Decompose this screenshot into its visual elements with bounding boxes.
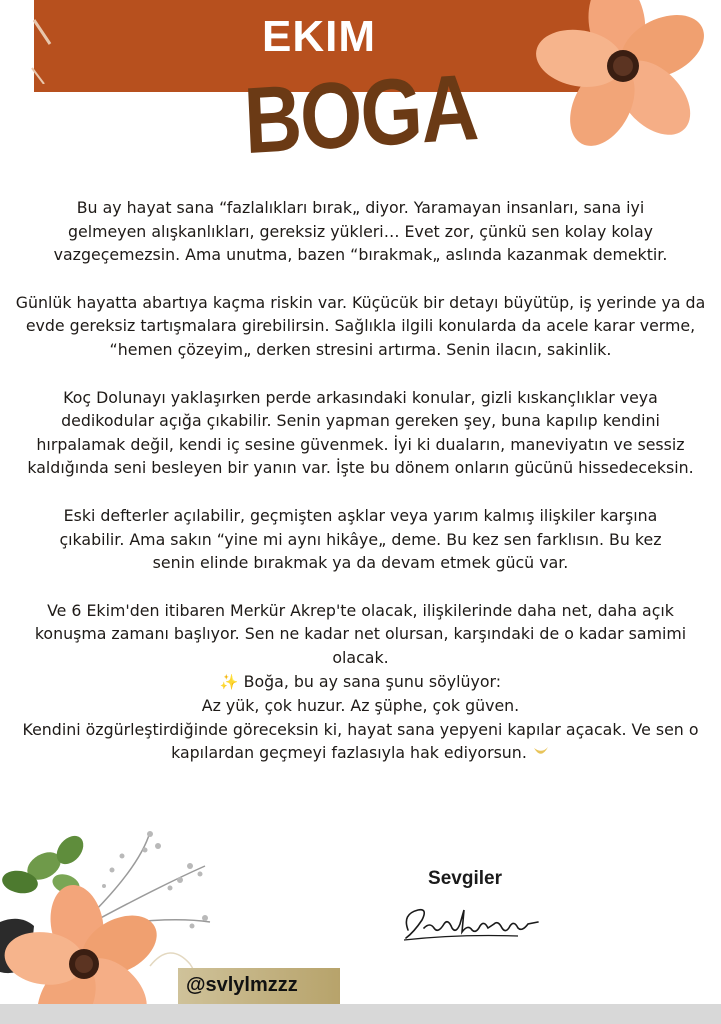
social-handle: @svlylmzzz bbox=[186, 974, 298, 996]
paragraph-2: Günlük hayatta abartıya kaçma riskin var. Küçücük bir detayı büyütüp, iş yerinde ya da evde gereksiz tartışmalara girebilirsin. Sağlıkla ilgili konularda da acele karar verme, “hemen çözeyim„ derken stresini artırma. Senin ilacın, sakinlik. bbox=[15, 292, 706, 359]
closing-2-line bbox=[0, 670, 721, 695]
month-title: EKIM bbox=[262, 12, 376, 61]
closing-1: Ve 6 Ekim'den itibaren Merkür Akrep'te olacak, ilişkilerinde daha net, daha açık konuşma zamanı başlıyor. Sen ne kadar net olursan, karşındaki de o kadar samimi olacak. bbox=[34, 600, 687, 667]
closing-3: Az yük, çok huzur. Az şüphe, çok güven. bbox=[201, 696, 520, 716]
paragraph-4: Eski defterler açılabilir, geçmişten aşklar veya yarım kalmış ilişkiler karşına çıkabilir. Ama sakın “yine mi aynı hikâye„ deme. Bu kez sen farklısın. Bu kez senin elinde bırakmak ya da devam etmek gücü var. bbox=[59, 505, 662, 573]
flower-top-icon bbox=[520, 0, 721, 154]
crescent-moon-icon bbox=[532, 744, 550, 758]
closing-4-line bbox=[0, 718, 721, 765]
closing-4: Kendini özgürleştirdiğinde göreceksin ki, hayat sana yepyeni kapılar açacak. Ve sen o kapılardan geçmeyi fazlasıyla hak ediyorsun. bbox=[22, 719, 699, 763]
paragraph-3: Koç Dolunayı yaklaşırken perde arkasındaki konular, gizli kıskançlıklar veya dedikodular açığa çıkabilir. Senin yapman gereken şey, buna kapılıp kendini hırpalamak değil, kendi iç sesine güvenmek. İyi ki duaların, maneviyatın ve sessiz kaldığında seni besleyen bir yanın var. İşte bu dönem onların gücünü hissedeceksin. bbox=[27, 387, 694, 478]
bottom-bar bbox=[0, 1004, 721, 1024]
handwritten-signature bbox=[398, 900, 548, 946]
signature-label: Sevgiler bbox=[428, 868, 502, 889]
sign-title: BOGA bbox=[241, 54, 480, 174]
paragraph-1: Bu ay hayat sana “fazlalıkları bırak„ diyor. Yaramayan insanları, sana iyi gelmeyen alışkanlıkları, gereksiz yükleri… Evet zor, çünkü sen kolay kolay vazgeçemezsin. Ama unutma, bazen “bırakmak„ aslında kazanmak demektir. bbox=[53, 198, 668, 265]
sparkle-icon: ✨ bbox=[219, 672, 239, 691]
horoscope-body bbox=[0, 196, 721, 765]
closing-2: Boğa, bu ay sana şunu söylüyor: bbox=[243, 671, 502, 691]
